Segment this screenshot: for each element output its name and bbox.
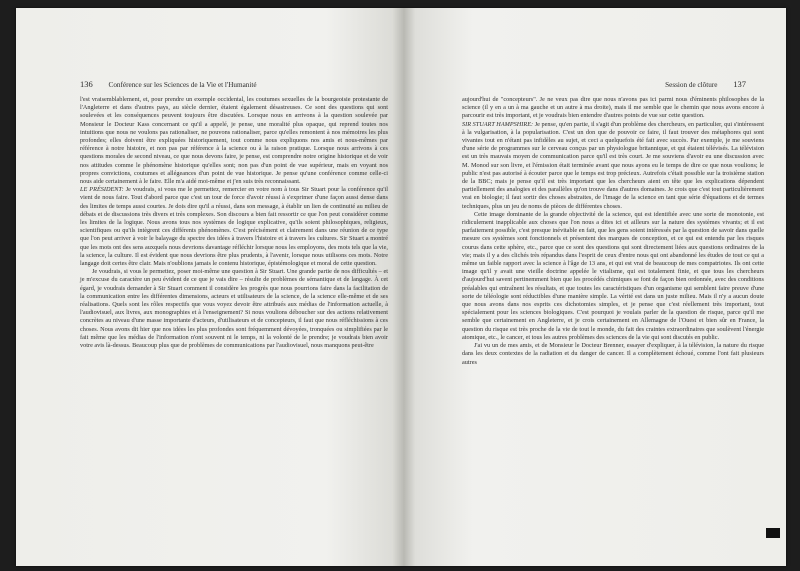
paragraph-text: Je pense, qu'en partie, il s'agit d'un problème des chercheurs, en particulier, qui s'intéressent à la vulgarisation, à la popularisation. C'est un don que de pouvoir ce faire, il faut trouver des métaphores qui sont vivantes tout en n'étant pas infidèles au sujet, et ceci a quelquefois été fait avec succès. Par exemple, je me souviens d'une série de programmes sur le cerveau conçus par un physiologue britannique, et qui étaient télévisés. La télévision est un très mauvais moyen de communication parce qu'il est très court. Je me souviens d'avoir eu une discussion avec M. Monod sur son livre, et l'émission était terminée avant que nous ayons eu le temps de dire ce que nous voulions; le public n'est pas autorisé à écouter parce que le temps est trop précieux. Autrefois c'était possible sur la troisième station de la BBC; mais je pense qu'il est très important que les chercheurs aient en tête que les explications dépendent partiellement des analogies et des parallèles qu'on trouve dans d'autres domaines. Je crois que c'est tout particulièrement vrai en biologie; il faut sortir des choses abstraites, de l'image de la science en tant que série d'équations et de termes techniques, plus un jeu de noms de pièces de différentes choses.: [462, 120, 765, 210]
right-page: [404, 8, 786, 566]
left-page: [16, 8, 404, 566]
paragraph: [80, 186, 388, 268]
paragraph-text: Je voudrais, si vous me le permettez, remercier en votre nom à tous Sir Stuart pour la conférence qu'il vient de nous faire. Tout d'abord parce que c'est un tour de force d'avoir réussi à s'exprimer d'une façon aussi dense dans des limites de temps aussi courtes. Je dois dire qu'il a réussi, dans son message, à établir un lien de continuité au milieu de débats et de discussions très divers et très complexes. Son discours a bien fait ressortir ce que l'on peut considérer comme les limites de la logique. Nous avons tous nos systèmes de logique explicative, qu'ils soient philosophiques, religieux, scientifiques ou qu'ils intègrent ces différents phénomènes. C'est précisément et clairement dans une réunion de ce type que l'on peut arriver à voir le balayage du spectre des idées à travers l'histoire et à travers les cultures. Sir Stuart a montré que les mots ont des sens auxquels nous devrions davantage réfléchir lorsque nous les employons, des mots tels que la vie, la science, la culture. Il est évident que nous devrions être plus prudents, à l'avenir, lorsque nous utilisons ces mots. Notre langage doit certes être clair. Mais n'oublions jamais le contenu historique, épistémologique et moral de cette question.: [80, 186, 388, 268]
paragraph: [80, 268, 388, 350]
left-running-title: Conférence sur les Sciences de la Vie et l'Humanité: [108, 81, 257, 89]
left-running-head: [80, 79, 257, 89]
paragraph: [80, 96, 388, 186]
paragraph-text: J'ai vu un de mes amis, et de Monsieur le Docteur Brenner, essayer d'expliquer, à la télévision, la nature du risque dans les deux contextes de la radiation et du danger de cancer. Il a complètement échoué, comme l'ont fait plusieurs autres: [462, 342, 764, 366]
paragraph: [462, 211, 764, 342]
paragraph-text: l'est vraisemblablement, et, pour prendre un exemple occidental, les coutumes sexuelles de la bourgeoisie protestante de l'Angleterre et dans d'autres pays, au siècle dernier, étaient également désastreuses. Ce sont des questions qui sont soulevées et les conséquences peuvent toujours être discutées. Lorsque nous en arrivons à la question soulevée par Monsieur le Docteur Kass concernant ce qu'il a appelé, je pense, une moralité plus opaque, qui reprend toutes nos intuitions que nous ne voulons pas rationaliser, ne pouvons rationaliser, parce qu'elles remontent à nos mémoires les plus profondes; elles doivent être expliquées historiquement, tout comme nous expliquons nos amis et nous-mêmes par référence à notre histoire, et non pas par référence à la science ou à la raison pratique. Lorsque nous arrivons à ces questions morales de second niveau, ce que nous devons faire, je pense, est comprendre notre origine historique et de voir nos attitudes comme le phénomène historique qu'elles sont; non pas d'un point de vue supérieur, mais en voyant nos propres convictions, coutumes et allégeances d'un point de vue historique. Je pense qu'une conférence comme celle-ci nous aide certainement à le faire. Elle m'a aidé moi-même et j'en suis très reconnaissant.: [80, 96, 388, 186]
paragraph-text: aujourd'hui de "concepteurs". Je ne veux pas dire que nous n'avons pas ici parmi nous d'éminents philosophes de la science (il y en a un à ma gauche et un autre à ma droite), mais il me semble que le chemin que nous avons encore à parcourir est très important, et je voudrais bien entendre d'autres points de vue sur cette question.: [462, 96, 764, 120]
right-page-number: 137: [733, 79, 746, 89]
right-running-head: [665, 79, 746, 89]
right-body-text: [462, 96, 764, 367]
left-page-number: 136: [80, 79, 93, 89]
paragraph: [462, 342, 764, 367]
speaker-label: LE PRÉSIDENT:: [80, 186, 124, 194]
book-spread: [16, 8, 786, 566]
right-running-title: Session de clôture: [665, 81, 718, 89]
speaker-label: SIR STUART HAMPSHIRE:: [462, 120, 534, 128]
paragraph-text: Cette image dominante de la grande objectivité de la science, qui est identifiée avec une sorte de monotonie, est ridiculement inapplicable aux choses que l'on nous a dites ici et ailleurs sur la nature des systèmes vivants; et il est parfaitement possible, c'est presque inévitable en fait, que les gens soient intéressés par la question de savoir dans quelle mesure ces systèmes sont fonctionnels et présentent des marques de conception, et ce qui est entendu par les risques courus dans cette sphère, etc., parce que ce sont des questions qui sont directement liées aux questions ordinaires de la vie; mais il y a des clichés très répandus dans l'esprit de ceux d'entre nous qui ont abandonné les études de tout ce qui a même un faible rapport avec la science à l'âge de 13 ans, et qui est vrai de beaucoup de mes compatriotes. Ils ont cette image qu'il y avait une vieille doctrine appelée le vitalisme, qui est totalement finie, et que tous les chercheurs d'aujourd'hui savent pertinemment bien que les procédés chimiques se font de façon bien ordonnée, avec des conditions préalables qui entraînent les résultats, et que toutes les caractéristiques d'un organisme qui semblent faire preuve d'une sorte de téléologie sont réductibles d'une manière simple. La vérité est dans un juste milieu. Mais il n'y a aucun doute que nous avons dans nos esprits ces dichotomies simples, et je pense que c'est réellement très important, tout spécialement pour les sciences biologiques. C'est pourquoi je voulais parler de la question de risque, parce qu'il me semble que certainement en Angleterre, et je crois certainement en Allemagne de l'Ouest et bien sûr en France, la question du risque est très proche de la vie de tout le monde, du fait des craintes extraordinaires que soulèvent l'énergie atomique, etc., le cancer, et tous les autres problèmes des sciences de la vie qui sont discutés en public.: [462, 210, 764, 341]
paragraph-text: Je voudrais, si vous le permettez, poser moi-même une question à Sir Stuart. Une grande partie de nos difficultés – et je m'excuse du caractère un peu évident de ce que je vais dire – résulte de problèmes de sémantique et de langage. À cet égard, je voudrais demander à Sir Stuart comment il considère les progrès que nous pourrions faire dans la facilitation de la communication entre les différentes dimensions, acteurs et utilisateurs de la science, de la science elle-même et de ses réalisations. Quels sont les rôles respectifs que vous voyez devoir être attribués aux médias de l'information actuelle, à l'audiovisuel, aux livres, aux monographies et à l'enseignement? Si nous voulions déboucher sur des actions relativement concrètes au niveau d'une masse importante d'acteurs, d'utilisateurs et de concepteurs, il faut que nous réfléchissions à ces choses. Nous avons dit hier que nos idées les plus profondes sont fréquemment dévoyées, tronquées ou simplifiées par le fait même que les médias de l'information n'ont souvent ni le temps, ni la volonté de le prendre; je voudrais bien avoir votre avis là-dessus. Beaucoup plus que de problèmes de communications par l'audiovisuel, nous manquons peut-être: [80, 268, 388, 350]
paragraph: [462, 96, 764, 121]
left-body-text: [80, 96, 388, 350]
paragraph: [462, 121, 764, 211]
